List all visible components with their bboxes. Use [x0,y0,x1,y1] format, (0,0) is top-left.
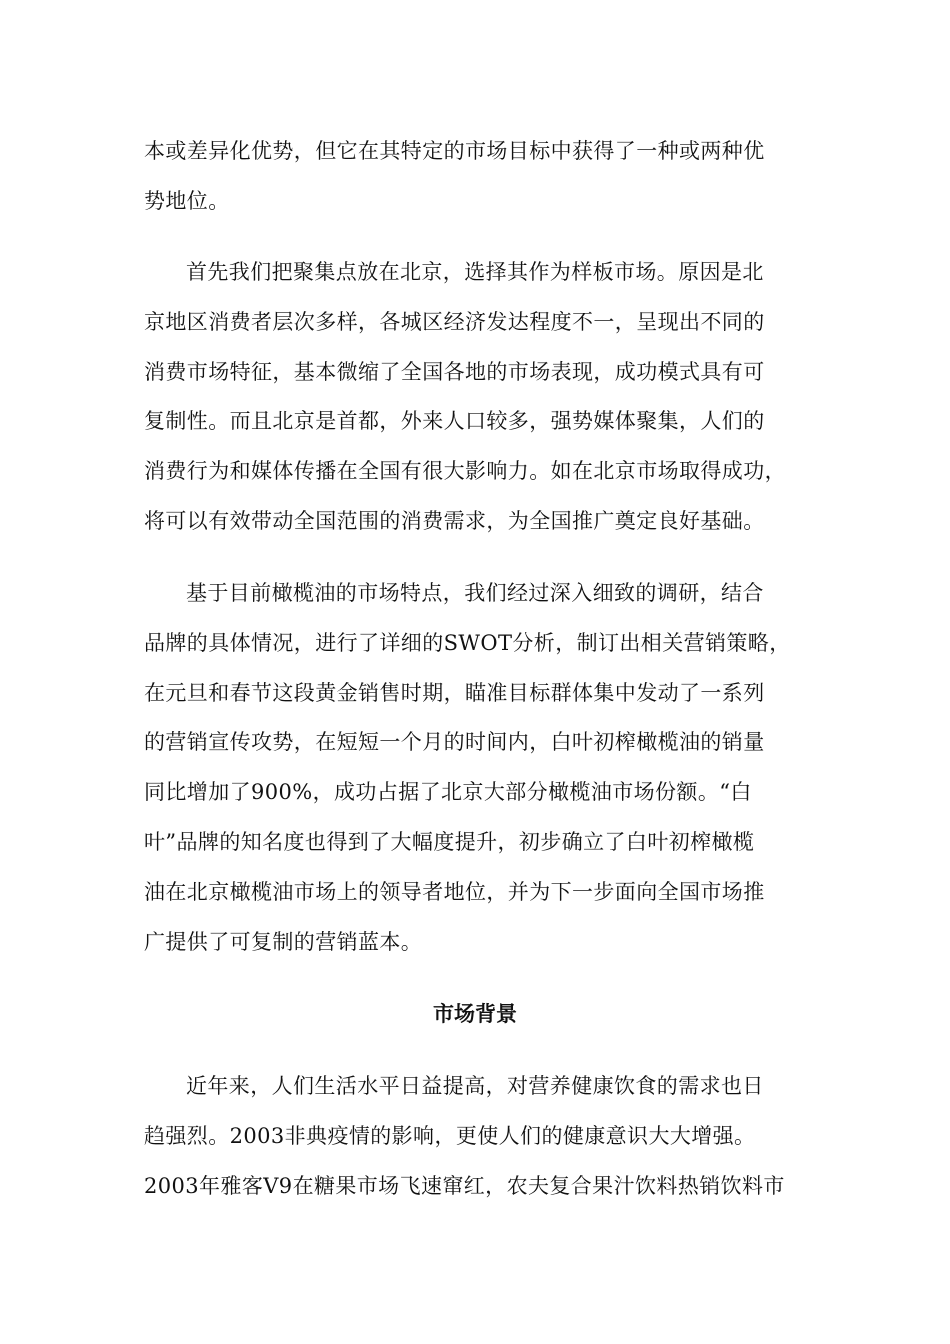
paragraph-2-line-2: 京地区消费者层次多样，各城区经济发达程度不一，呈现出不同的 [144,310,765,334]
paragraph-3-line-5: 同比增加了900%，成功占据了北京大部分橄榄油市场份额。“白 [144,780,752,804]
paragraph-4-line-1: 近年来，人们生活水平日益提高，对营养健康饮食的需求也日 [186,1074,764,1098]
paragraph-3-line-3: 在元旦和春节这段黄金销售时期，瞄准目标群体集中发动了一系列 [144,681,765,705]
paragraph-3-line-8: 广提供了可复制的营销蓝本。 [144,930,423,954]
paragraph-1-line-2: 势地位。 [144,189,230,213]
paragraph-3-line-6: 叶”品牌的知名度也得到了大幅度提升，初步确立了白叶初榨橄榄 [144,830,755,854]
paragraph-2-line-1: 首先我们把聚集点放在北京，选择其作为样板市场。原因是北 [186,260,764,284]
section-heading: 市场背景 [433,1001,517,1026]
paragraph-2-line-6: 将可以有效带动全国范围的消费需求，为全国推广奠定良好基础。 [144,509,765,533]
paragraph-2-line-3: 消费市场特征，基本微缩了全国各地的市场表现，成功模式具有可 [144,360,765,384]
paragraph-4-line-3: 2003年雅客V9在糖果市场飞速窜红，农夫复合果汁饮料热销饮料市 [144,1174,785,1198]
paragraph-3-line-4: 的营销宣传攻势，在短短一个月的时间内，白叶初榨橄榄油的销量 [144,730,765,754]
paragraph-2-line-4: 复制性。而且北京是首都，外来人口较多，强势媒体聚集，人们的 [144,409,765,433]
paragraph-3-line-7: 油在北京橄榄油市场上的领导者地位，并为下一步面向全国市场推 [144,880,765,904]
paragraph-3-line-2: 品牌的具体情况，进行了详细的SWOT分析，制订出相关营销策略， [144,631,791,655]
paragraph-1-line-1: 本或差异化优势，但它在其特定的市场目标中获得了一种或两种优 [144,139,765,163]
paragraph-3-line-1: 基于目前橄榄油的市场特点，我们经过深入细致的调研，结合 [186,581,764,605]
paragraph-2-line-5: 消费行为和媒体传播在全国有很大影响力。如在北京市场取得成功， [144,459,786,483]
paragraph-4-line-2: 趋强烈。2003非典疫情的影响，更使人们的健康意识大大增强。 [144,1124,756,1148]
